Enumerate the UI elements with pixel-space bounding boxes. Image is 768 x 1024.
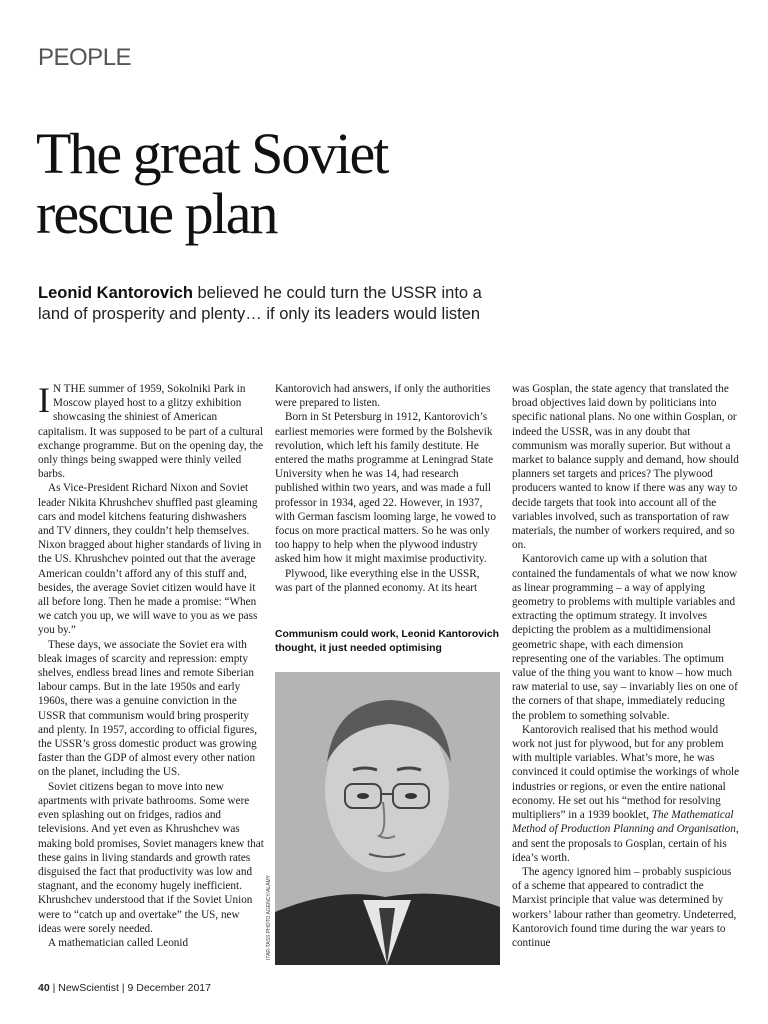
headline: The great Soviet rescue plan	[36, 121, 388, 246]
article-column-1	[38, 382, 264, 950]
page-number: 40	[38, 982, 50, 994]
article-column-3	[512, 382, 740, 950]
standfirst-text: believed he could turn the USSR into a land of prosperity and plenty… if only its leaders would listen	[38, 284, 482, 323]
drop-cap: I	[38, 380, 50, 420]
photo-credit: ITAR-TASS PHOTO AGENCY/ALAMY	[266, 874, 272, 960]
paragraph: A mathematician called Leonid	[48, 936, 189, 949]
paragraph-text: , and sent the proposals to Gosplan, certain of his idea’s worth.	[512, 823, 739, 864]
paragraph: Born in St Petersburg in 1912, Kantorovich’s earliest memories were formed by the Bolshevik revolution, which left his family destitute. He entered the maths programme at Leningrad State University when he was 14, had research published within two years, and was made a full professor in 1934, aged 22. However, in 1937, with German fascism looming large, he vowed to focus on more practical matters. So he was only too happy to help when the plywood industry asked him how it might maximise productivity.	[275, 411, 497, 566]
portrait-illustration	[275, 672, 500, 965]
section-label: PEOPLE	[38, 44, 132, 71]
paragraph: was Gosplan, the state agency that translated the broad objectives laid down by politicians into specific national plans. No one within Gosplan, or indeed the USSR, was in any doubt that communism was morally superior. But without a market to balance supply and demand, how should planners set targets and prices? The plywood producers wanted to know if there was any way to decide targets that took into account all of the variables involved, such as transportation of raw materials, the number of workers required, and so on.	[512, 383, 739, 552]
paragraph-text: Kantorovich realised that his method would work not just for plywood, but for any problem with multiple variables. What’s more, he was convinced it could optimise the workings of whole industries or regions, or even the entire national economy. He set out his “method for resolving multipliers” in a 1939 booklet,	[512, 723, 740, 822]
footer-text: | NewScientist | 9 December 2017	[49, 982, 211, 994]
paragraph: Soviet citizens began to move into new apartments with private bathrooms. Some were even splashing out on fridges, radios and televisions. And yet even as Khrushchev was making bold promises, Soviet managers knew that these gains in living standards and growth rates disguised the fact that productivity was low and stagnant, and the economy hugely inefficient. Khrushchev understood that if the Soviet Union were to “catch up and overtake” the US, new ideas were sorely needed.	[38, 780, 264, 935]
paragraph: Kantorovich came up with a solution that contained the fundamentals of what we now know as linear programming – a way of applying geometry to problems with multiple variables and extracting the optimum strategy. It involves depicting the problem as a multidimensional geometric shape, with each dimension representing one of the variables. The optimum value of the thing you want to know – how much raw material to use, say – invariably lies on one of the corners of that shape, immediately reducing the problem to something solvable.	[512, 553, 738, 722]
photo-caption: Communism could work, Leonid Kantorovich thought, it just needed optimising	[275, 629, 499, 654]
paragraph	[512, 723, 740, 865]
page-footer	[38, 982, 211, 994]
standfirst	[38, 283, 488, 325]
standfirst-name: Leonid Kantorovich	[38, 284, 193, 302]
paragraph: Plywood, like everything else in the USSR, was part of the planned economy. At its heart	[275, 567, 480, 594]
article-column-2	[275, 382, 499, 595]
paragraph	[38, 382, 264, 481]
paragraph-text: N THE summer of 1959, Sokolniki Park in Moscow played host to a glitzy exhibition showcasing the shiniest of American capitalism. It was supposed to be part of a cultural exchange programme. But on the opening day, the only things being swapped were thinly veiled barbs.	[38, 383, 264, 481]
paragraph: Kantorovich had answers, if only the authorities were prepared to listen.	[275, 383, 491, 410]
paragraph: As Vice-President Richard Nixon and Soviet leader Nikita Khrushchev shuffled past gleaming cars and model kitchens featuring dishwashers and TV dinners, they couldn’t help themselves. Nixon bragged about higher standards of living in the US. Khrushchev pointed out that the average American couldn’t afford any of this stuff and, besides, the average Soviet citizen would have it all before long. Then he made a promise: “When we catch you up, we will wave to you as we pass you by.”	[38, 482, 262, 637]
portrait-photo	[275, 672, 500, 965]
book-title: The Mathematical Method of Production Planning and Organisation	[512, 809, 736, 836]
paragraph: The agency ignored him – probably suspicious of a scheme that appeared to contradict the Marxist principle that value was determined by workers’ labour rather than geometry. Undeterred, Kantorovich found time during the war years to continue	[512, 865, 737, 949]
paragraph: These days, we associate the Soviet era with bleak images of scarcity and repression: empty shelves, endless bread lines and remote Siberian labour camps. But in the late 1950s and early 1960s, there was a genuine conviction in the USSR that communism would bring prosperity and plenty. In 1957, according to official figures, the USSR’s gross domestic product was growing faster than the GDP of almost every other nation on the planet, including the US.	[38, 638, 258, 779]
